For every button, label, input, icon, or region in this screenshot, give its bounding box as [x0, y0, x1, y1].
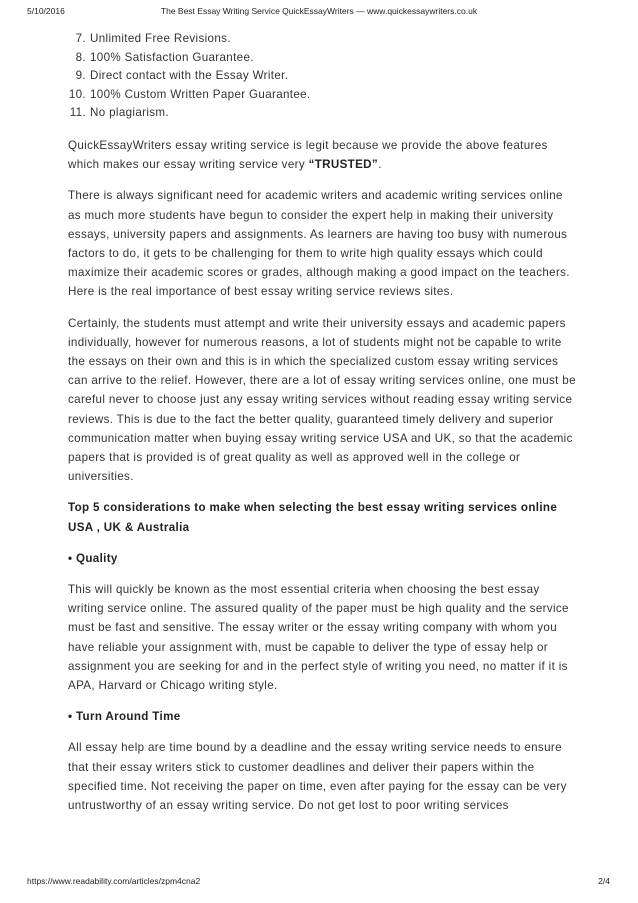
paragraph-turnaround: All essay help are time bound by a deadline and the essay writing service needs to ensure that their essay writers stick to customer deadlines and deliver their papers within the specified time. Not receiving the paper on time, even after paying for the essay can be very untrustworthy of an essay writing service. Do not get lost to poor writing services [68, 741, 567, 813]
paragraph-certainly: Certainly, the students must attempt and write their university essays and academic papers individually, however for numerous reasons, a lot of students might not be capable to write the essays on their own and this is in which the specialized custom essay writing services can arrive to the relief. However, there are a lot of essay writing services online, one must be careful never to choose just any essay writing services without reading essay writing service reviews. This is due to the fact the better quality, guaranteed timely delivery and superior communication matter when buying essay writing service USA and UK, so that the academic papers that is provided is of great quality as well as approved well in the college or universities. [68, 316, 576, 484]
list-item-text: No plagiarism. [90, 106, 169, 120]
trusted-emphasis: “TRUSTED” [308, 158, 379, 172]
list-item-number: 8. [75, 50, 86, 64]
subheading-quality: • Quality [68, 551, 118, 565]
section-heading-top5: Top 5 considerations to make when selecting the best essay writing services online USA , UK & Australia [68, 501, 558, 534]
article-body [68, 30, 578, 827]
list-item-text: Unlimited Free Revisions. [90, 32, 231, 45]
paragraph-quality: This will quickly be known as the most essential criteria when choosing the best essay writing service online. The assured quality of the paper must be high quality and the service must be fast and sensitive. The essay writer or the essay writing company with whom you have reliable your assignment with, must be capable to deliver the type of essay help or assignment you are seeking for and in the perfect style of writing you need, no matter if it is APA, Harvard or Chicago writing style. [68, 583, 569, 693]
list-item-number: 9. [75, 69, 86, 83]
paragraph-legit [68, 136, 578, 174]
list-item [68, 67, 578, 86]
print-footer [0, 876, 638, 888]
print-header [0, 6, 638, 18]
feature-list [68, 30, 578, 123]
print-date: 5/10/2016 [27, 6, 65, 16]
list-item-text: Direct contact with the Essay Writer. [90, 69, 289, 83]
page-number: 2/4 [598, 876, 610, 886]
list-item-text: 100% Satisfaction Guarantee. [90, 50, 254, 64]
list-item [68, 104, 578, 123]
list-item [68, 49, 578, 68]
list-item [68, 30, 578, 49]
print-page-title: The Best Essay Writing Service QuickEssayWriters — www.quickessaywriters.co.uk [160, 6, 478, 16]
paragraph-legit-end: . [378, 158, 382, 172]
list-item-number: 11. [69, 106, 86, 120]
list-item [68, 86, 578, 105]
list-item-text: 100% Custom Written Paper Guarantee. [90, 87, 311, 101]
print-url: https://www.readability.com/articles/zpm4cna2 [27, 876, 201, 886]
list-item-number: 10. [68, 87, 86, 101]
list-item-number: 7. [75, 32, 86, 45]
paragraph-legit-text: QuickEssayWriters essay writing service is legit because we provide the above features which makes our essay writing service very [68, 138, 548, 172]
paragraph-need: There is always significant need for academic writers and academic writing services online as much more students have begun to consider the expert help in making their university essays, university papers and assignments. As learners are having too busy with numerous factors to do, it gets to be challenging for them to write high quality essays which could maximize their academic scores or grades, although making a good impact on the teachers. Here is the real importance of best essay writing service reviews sites. [68, 189, 570, 299]
subheading-turnaround: • Turn Around Time [68, 710, 181, 724]
